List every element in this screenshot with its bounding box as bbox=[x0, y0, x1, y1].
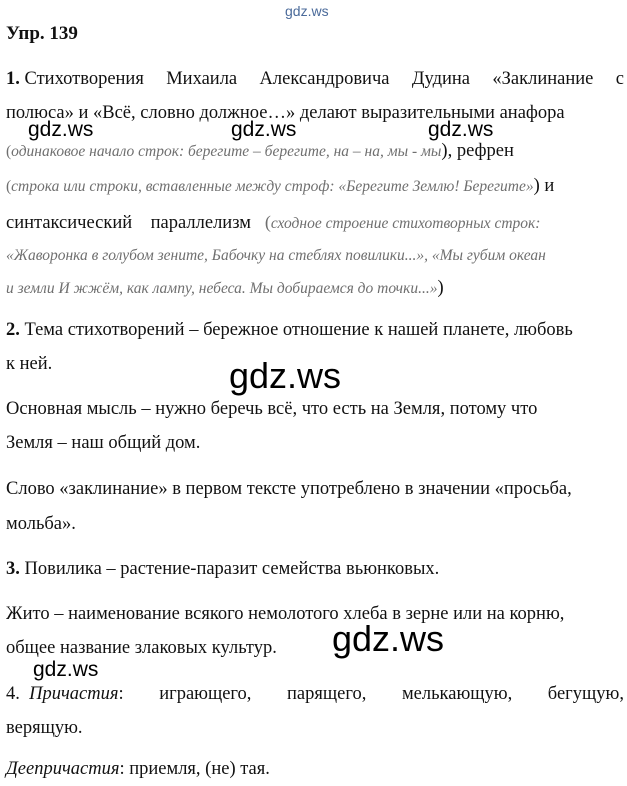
s1-line7-tail: ) bbox=[437, 278, 444, 298]
s2-line5: Слово «заклинание» в первом тексте употреблено в значении «просьба, bbox=[6, 479, 572, 499]
s3-line2: Жито – наименование всякого немолотого хлеба в зерне или на корню, bbox=[6, 604, 565, 624]
s1-line3-tail: ), рефрен bbox=[441, 141, 514, 161]
s2-number: 2. bbox=[6, 320, 20, 340]
s1-word: параллелизм bbox=[150, 213, 251, 233]
s1-word: «Заклинание bbox=[492, 69, 594, 89]
s1-line4 bbox=[6, 170, 624, 203]
watermark: gdz.ws bbox=[428, 118, 494, 141]
s1-word: с bbox=[615, 69, 624, 89]
s1-line2: полюса» и «Всё, словно должное…» делают выразительными анафора bbox=[6, 103, 565, 123]
s1-word: Дудина bbox=[411, 69, 470, 89]
s4-line1: 4. Причастия: играющего, парящего, мелькающую, бегущую, bbox=[6, 678, 624, 711]
s1-line7 bbox=[6, 272, 624, 305]
s4-number: 4. bbox=[6, 684, 20, 704]
s1-number: 1. bbox=[6, 69, 20, 89]
participles-label: Причастия bbox=[29, 684, 119, 704]
s1-word: Михаила bbox=[166, 69, 238, 89]
watermark: gdz.ws bbox=[28, 118, 94, 141]
s2-line6: мольба». bbox=[6, 514, 76, 534]
paren: ( bbox=[6, 178, 12, 195]
watermark: gdz.ws bbox=[33, 658, 99, 681]
s3-definition: Повилика – растение-паразит семейства вьюнковых. bbox=[24, 559, 440, 579]
s3-line1 bbox=[6, 553, 624, 586]
parallelism-example: «Жаворонка в голубом зените, Бабочку на стеблях повилики...», «Мы губим океан bbox=[6, 247, 546, 264]
s4-line3: Деепричастия: приемля, (не) тая. bbox=[6, 759, 270, 779]
s2-theme: Тема стихотворений – бережное отношение к нашей планете, любовь bbox=[24, 320, 573, 340]
paren: ( bbox=[6, 143, 12, 160]
s1-line6 bbox=[6, 239, 624, 272]
s4-line2: верящую. bbox=[6, 718, 83, 738]
s1-line1 bbox=[6, 63, 624, 96]
participle: играющего, bbox=[159, 684, 252, 704]
s2-line1 bbox=[6, 314, 624, 347]
s1-line3 bbox=[6, 135, 624, 168]
watermark: gdz.ws bbox=[229, 355, 342, 396]
s1-line4-tail: ) и bbox=[533, 176, 555, 196]
exercise-title: Упр. 139 bbox=[6, 23, 78, 44]
s3-line3: общее название злаковых культур. bbox=[6, 638, 277, 658]
refrain-example: строка или строки, вставленные между строф: «Берегите Землю! Берегите» bbox=[11, 178, 534, 195]
watermark: gdz.ws bbox=[231, 118, 297, 141]
s1-line5 bbox=[6, 206, 624, 240]
s3-number: 3. bbox=[6, 559, 20, 579]
parallelism-example-cont: и земли И жжём, как лампу, небеса. Мы добираемся до точки...» bbox=[6, 280, 438, 297]
gerunds-label: Деепричастия bbox=[6, 759, 120, 779]
gerunds: приемля, (не) тая. bbox=[129, 759, 270, 779]
s2-line2: к ней. bbox=[6, 354, 53, 374]
paren: ( bbox=[264, 212, 271, 232]
participle: бегущую, bbox=[547, 684, 624, 704]
s1-word: Александровича bbox=[259, 69, 390, 89]
participle: мелькающую, bbox=[401, 684, 513, 704]
watermark: gdz.ws bbox=[332, 618, 445, 659]
s1-word: синтаксический bbox=[6, 213, 133, 233]
watermark-top: gdz.ws bbox=[285, 3, 329, 19]
s2-line3: Основная мысль – нужно беречь всё, что есть на Земля, потому что bbox=[6, 399, 538, 419]
participle: парящего, bbox=[287, 684, 367, 704]
anaphora-example: одинаковое начало строк: берегите – берегите, на – на, мы - мы bbox=[11, 143, 442, 160]
parallelism-intro: сходное строение стихотворных строк: bbox=[270, 215, 541, 232]
s1-word: Стихотворения bbox=[24, 69, 144, 89]
s2-line4: Земля – наш общий дом. bbox=[6, 433, 201, 453]
